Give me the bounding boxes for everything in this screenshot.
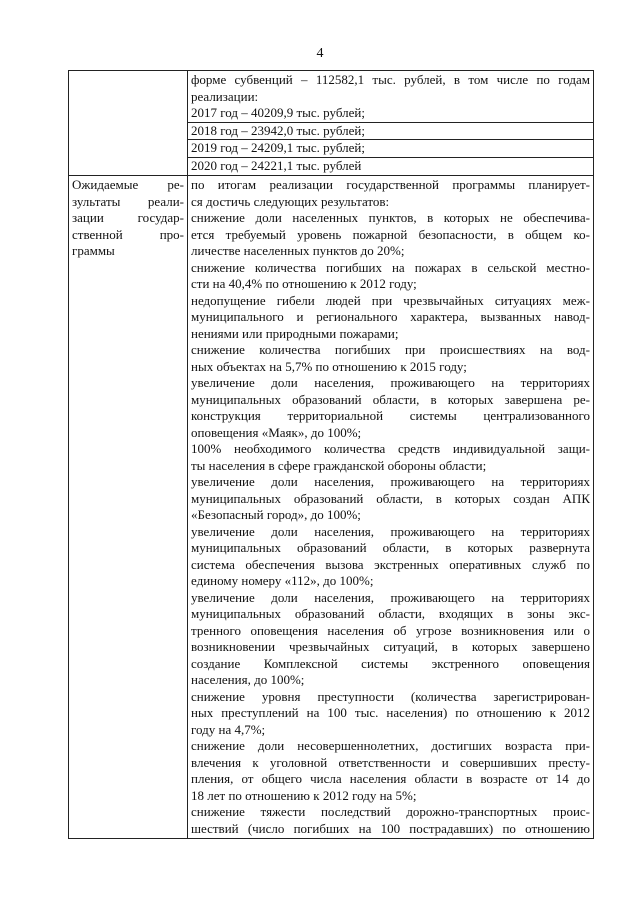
- results-line: шествий (число погибших на 100 пострадавших) по отношению: [191, 820, 590, 836]
- results-line: возникновении чрезвычайных ситуаций, в которых завершено: [191, 639, 590, 654]
- results-label-cell: [69, 176, 188, 839]
- results-line: снижение количества погибших при происшествиях на вод-: [191, 342, 590, 357]
- results-cell: [188, 176, 594, 839]
- funding-row: [69, 71, 594, 176]
- results-label-line: зультаты реали-: [72, 193, 184, 209]
- results-line: недопущение гибели людей при чрезвычайных ситуациях меж-: [191, 292, 590, 308]
- results-line: населения, до 100%;: [191, 672, 305, 687]
- results-line: снижение доли населенных пунктов, в которых не обеспечива-: [191, 210, 590, 225]
- results-item: [191, 474, 590, 524]
- results-item: [191, 177, 590, 210]
- results-item: [191, 441, 590, 474]
- results-line: увеличение доли населения, проживающего на территориях: [191, 474, 590, 489]
- results-line: муниципальных образований области, входящих в зоны экс-: [191, 606, 590, 621]
- results-line: снижение количества погибших на пожарах в сельской местно-: [191, 259, 590, 275]
- results-line: по итогам реализации государственной программы планирует-: [191, 177, 590, 192]
- results-row: [69, 176, 594, 839]
- results-label-line: ственной про-: [72, 226, 184, 242]
- results-line: пления, от общего числа населения области в возрасте от 14 до: [191, 771, 590, 786]
- results-line: 100% необходимого количества средств индивидуальной защи-: [191, 441, 590, 456]
- funding-year: 2019 год – 24209,1 тыс. рублей;: [191, 140, 365, 155]
- results-line: система обеспечения вызова экстренных оперативных служб по: [191, 556, 590, 572]
- results-item: [191, 524, 590, 590]
- funding-line: реализации:: [191, 88, 259, 104]
- results-line: ется требуемый уровень пожарной безопасности, в общем ко-: [191, 226, 590, 242]
- results-line: ся достичь следующих результатов:: [191, 193, 390, 209]
- results-item: [191, 293, 590, 343]
- results-line: увеличение доли населения, проживающего на территориях: [191, 589, 590, 605]
- results-line: снижение доли несовершеннолетних, достигших возраста при-: [191, 738, 590, 753]
- funding-cell: [188, 71, 594, 176]
- results-line: увеличение доли населения, проживающего на территориях: [191, 375, 590, 390]
- results-line: сти на 40,4% по отношению к 2012 году;: [191, 276, 417, 291]
- results-label-line: Ожидаемые ре-: [72, 177, 184, 192]
- page-number: 4: [316, 46, 324, 61]
- results-item: [191, 689, 590, 739]
- funding-label-cell: [69, 71, 188, 176]
- results-line: муниципального и регионального характера, вызванных навод-: [191, 309, 590, 324]
- results-line: ных преступлений на 100 тыс. населения) по отношению к 2012: [191, 705, 590, 720]
- funding-year: 2018 год – 23942,0 тыс. рублей;: [191, 122, 365, 138]
- results-item: [191, 375, 590, 441]
- results-item: [191, 804, 590, 837]
- results-line: ных объектах на 5,7% по отношению к 2015 году;: [191, 358, 467, 374]
- results-line: тренного оповещения населения об угрозе возникновения или о: [191, 622, 590, 638]
- results-item: [191, 590, 590, 689]
- results-line: нениями или природными пожарами;: [191, 325, 399, 341]
- results-line: «Безопасный город», до 100%;: [191, 507, 361, 522]
- results-line: муниципальных образований области, в которых создан АПК: [191, 490, 590, 506]
- results-line: ты населения в сфере гражданской обороны области;: [191, 457, 487, 473]
- program-passport-table: [68, 70, 594, 839]
- funding-year: 2017 год – 40209,9 тыс. рублей;: [191, 105, 365, 120]
- results-line: году на 4,7%;: [191, 721, 266, 737]
- results-line: единому номеру «112», до 100%;: [191, 573, 374, 588]
- results-label-line: граммы: [72, 243, 115, 258]
- funding-line: форме субвенций – 112582,1 тыс. рублей, в том числе по годам: [191, 72, 590, 87]
- results-line: оповещения «Маяк», до 100%;: [191, 424, 362, 440]
- results-item: [191, 260, 590, 293]
- results-line: влечения к уголовной ответственности и совершивших престу-: [191, 754, 590, 770]
- results-line: муниципальных образований области, в которых завершена ре-: [191, 391, 590, 407]
- results-line: личестве населенных пунктов до 20%;: [191, 243, 405, 258]
- results-item: [191, 738, 590, 804]
- results-line: создание Комплексной системы экстренного оповещения: [191, 655, 590, 671]
- results-line: конструкция территориальной системы централизованного: [191, 408, 590, 423]
- results-line: увеличение доли населения, проживающего на территориях: [191, 523, 590, 539]
- results-line: снижение тяжести последствий дорожно-транспортных проис-: [191, 804, 590, 819]
- results-line: муниципальных образований области, в которых развернута: [191, 540, 590, 555]
- results-item: [191, 210, 590, 260]
- results-line: 18 лет по отношению к 2012 году на 5%;: [191, 787, 417, 803]
- results-item: [191, 342, 590, 375]
- results-line: снижение уровня преступности (количества зарегистрирован-: [191, 688, 590, 704]
- funding-year: 2020 год – 24221,1 тыс. рублей: [191, 157, 362, 173]
- results-label-line: зации государ-: [72, 210, 184, 225]
